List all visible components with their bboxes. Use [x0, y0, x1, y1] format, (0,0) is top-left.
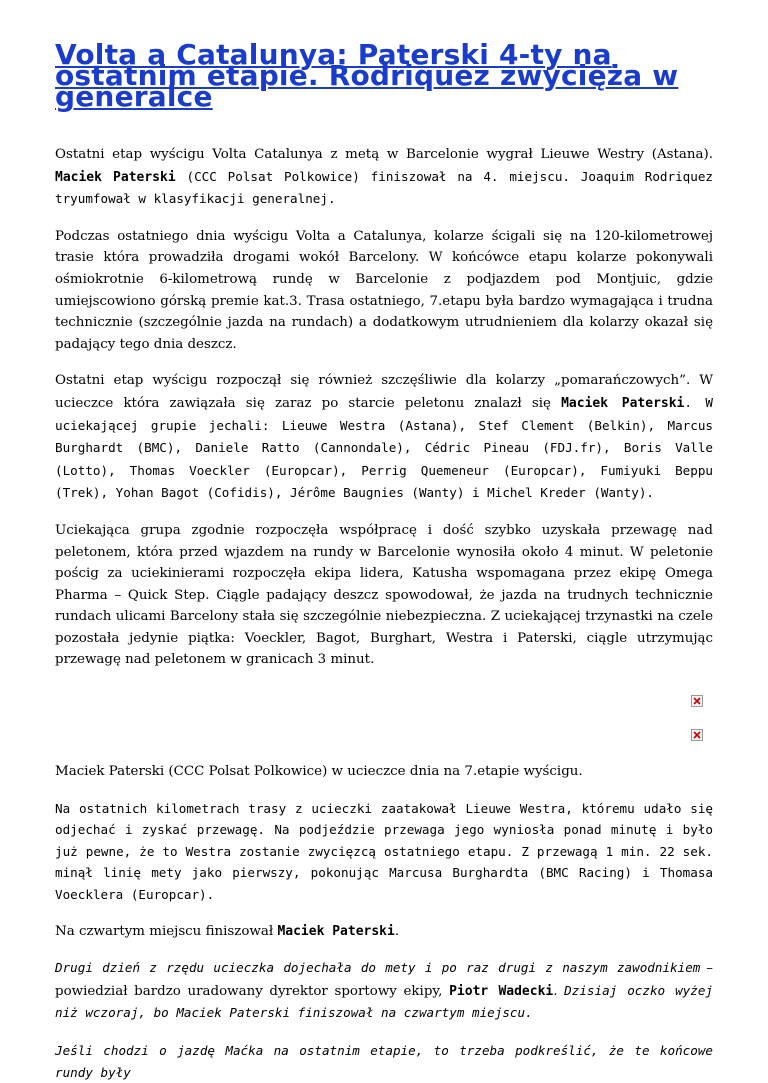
fourth-text-a: Na czwartym miejscu finiszował [55, 923, 278, 939]
article-title [55, 38, 713, 113]
paragraph-quote [55, 957, 713, 1025]
paragraph-route: Podczas ostatniego dnia wyścigu Volta a Catalunya, kolarze ścigali się na 120-kilometrowej trasie która prowadziła drogami wokół Barcelony. W końcówce etapu kolarze pokonywali ośmiokrotnie 6-kilometrową rundę w Barcelonie z podjazdem pod Montjuic, gdzie umiejscowiono górską premie kat.3. Trasa ostatniego, 7.etapu była bardzo wymagająca i trudna technicznie (szczególnie jazda na rundach) a dodatkowym utrudnieniem dla kolarzy okazał się padający tego dnia deszcz. [55, 228, 713, 352]
breakaway-rider-name: Maciek Paterski [561, 395, 685, 411]
paragraph-fourth-place [55, 921, 713, 943]
quote-text-b: – powiedział bardzo uradowany dyrektor sportowy ekipy, [55, 961, 713, 999]
lead-rider-name: Maciek Paterski [55, 169, 176, 185]
lead-text-c: (CCC Polsat Polkowice) finiszował na 4. miejscu. Joaquim Rodriquez tryumfował w klasyfikacji generalnej. [55, 168, 714, 207]
article [55, 0, 713, 1083]
quote-text-d: . [553, 983, 565, 999]
breakaway-text-c: . W uciekającej grupie jechali: Lieuwe Westra (Astana), Stef Clement (Belkin), Marcus Burghardt (BMC), Daniele Ratto (Cannondale), Cédric Pineau (FDJ.fr), Boris Valle (Lotto), Thomas Voeckler (Europcar), Perrig Quemeneur (Europcar), Fumiyuki Beppu (Trek), Yohan Bagot (Cofidis), Jérôme Baugnies (Wanty) i Michel Kreder (Wanty). [55, 394, 714, 501]
quote-text-a: Drugi dzień z rzędu ucieczka dojechała do mety i po raz drugi z naszym zawodnikiem [55, 960, 701, 976]
lead-text-a: Ostatni etap wyścigu Volta Catalunya z metą w Barcelonie wygrał Lieuwe Westry (Astana). [55, 147, 713, 162]
lead-paragraph [55, 144, 713, 211]
fourth-text-c: . [394, 923, 400, 939]
breakaway-text-a: Ostatni etap wyścigu rozpoczął się również szczęśliwie dla kolarzy „pomarańczowych”. W ucieczce która zawiązała się zaraz po starcie peletonu znalazł się [55, 373, 713, 411]
image-caption: Maciek Paterski (CCC Polsat Polkowice) w ucieczce dnia na 7.etapie wyścigu. [55, 764, 583, 780]
director-name: Piotr Wadecki [449, 983, 554, 999]
broken-image-icon [691, 695, 703, 707]
paragraph-breakaway [55, 370, 713, 505]
image-area [55, 671, 713, 761]
paragraph-quote-continued: Jeśli chodzi o jazdę Maćka na ostatnim etapie, to trzeba podkreślić, że te końcowe rundy były [55, 1043, 713, 1080]
quote-text-e: Dzisiaj oczko wyżej niż wczoraj, bo Maciek Paterski finiszował na czwartym miejscu. [55, 982, 714, 1021]
fourth-rider-name: Maciek Paterski [277, 923, 395, 939]
paragraph-finish: Na ostatnich kilometrach trasy z ucieczki zaatakował Lieuwe Westra, któremu udało się odjechać i zyskać przewagę. Na podjeździe przewaga jego wyniosła ponad minutę i było już pewne, że to Westra zostanie zwycięzcą ostatniego etapu. Z przewagą 1 min. 22 sek. minął linię mety jako pierwszy, pokonując Marcusa Burghardta (BMC Racing) i Thomasa Voecklera (Europcar). [55, 800, 713, 903]
article-title-link[interactable]: Volta a Catalunya: Paterski 4-ty na ostatnim etapie. Rodriquez zwycięża w generalce [55, 38, 679, 113]
broken-image-icon [691, 729, 703, 741]
paragraph-chase: Uciekająca grupa zgodnie rozpoczęła współpracę i dość szybko uzyskała przewagę nad peletonem, która przed wjazdem na rundy w Barcelonie wynosiła około 4 minut. W peletonie pościg za uciekinierami rozpoczęła ekipa lidera, Katusha wspomagana przez ekipę Omega Pharma – Quick Step. Ciągle padający deszcz spowodował, że jazda na trudnych technicznie rundach ulicami Barcelony stała się szczególnie niebezpieczna. Z uciekającej trzynastki na czele pozostała jedynie piątka: Voeckler, Bagot, Burghart, Westra i Paterski, ciągle utrzymując przewagę nad peletonem w granicach 3 minut. [55, 522, 713, 668]
